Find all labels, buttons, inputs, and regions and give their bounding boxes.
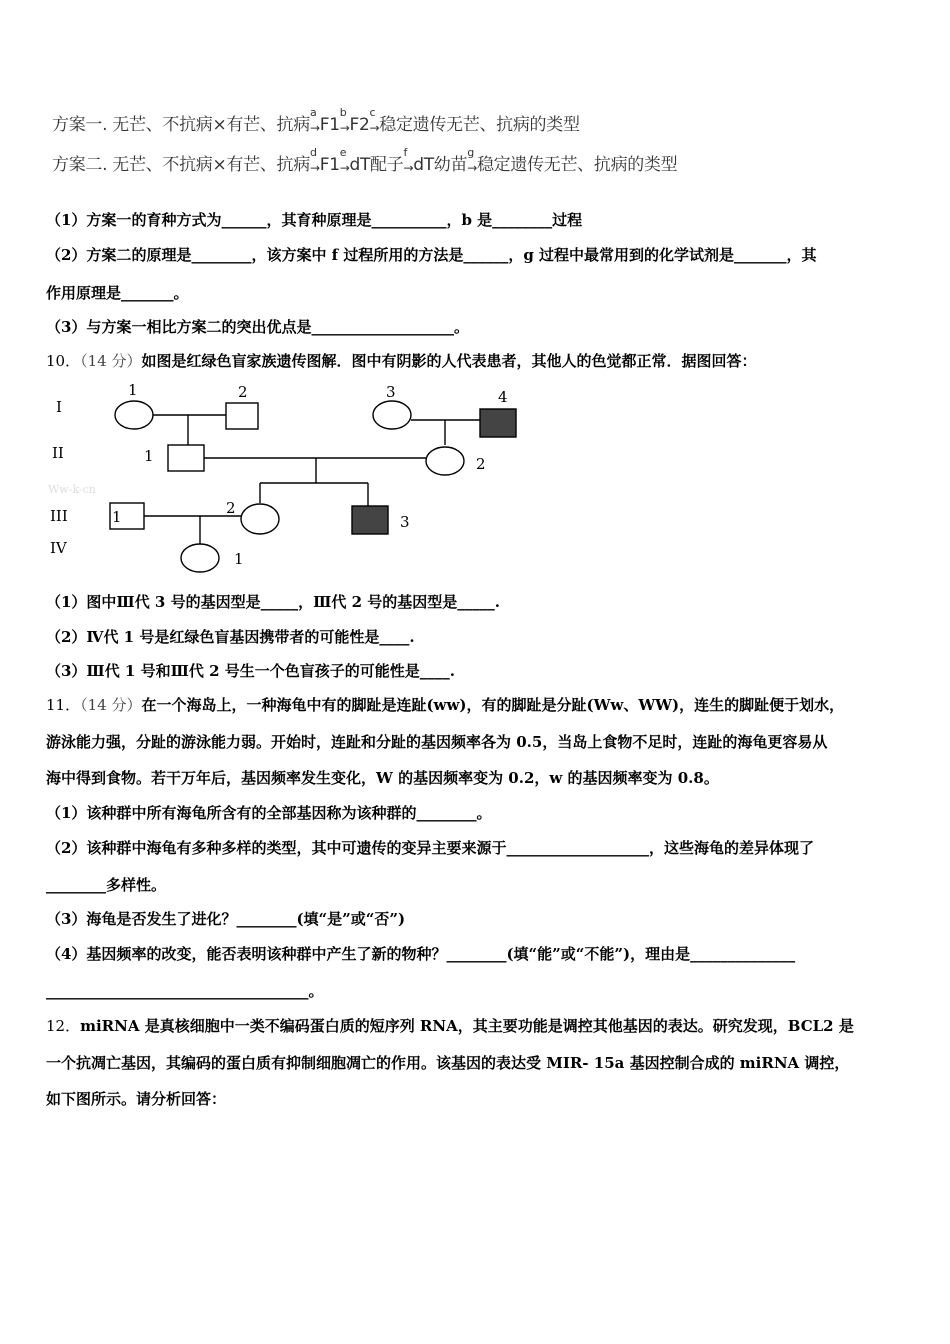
- arrow-icon: →: [467, 161, 477, 175]
- q11-stem-line2: 游泳能力强，分趾的游泳能力弱。开始时，连趾和分趾的基因频率各为 0.5，当岛上食物不足时，连趾的海龟更容易从: [46, 733, 828, 751]
- arrow-e: [339, 146, 350, 175]
- arrow-icon: →: [339, 161, 350, 175]
- q10-number: 10．: [46, 352, 81, 370]
- label-f: f: [403, 146, 408, 159]
- num-II2: 2: [476, 455, 486, 473]
- q11-sub4-cont: ___________________________________。: [46, 982, 324, 1000]
- pedigree-I1-female: [115, 401, 153, 429]
- q10-points: （14 分）: [80, 352, 142, 370]
- label-a: a: [309, 106, 317, 119]
- num-IV1: 1: [234, 550, 244, 568]
- num-III2: 2: [226, 499, 236, 517]
- arrow-g: [467, 146, 477, 175]
- q12-stem-line2: 一个抗凋亡基因，其编码的蛋白质有抑制细胞凋亡的作用。该基因的表达受 MIR- 15a 基因控制合成的 miRNA 调控，: [46, 1054, 850, 1072]
- q9-sub3: （3）与方案一相比方案二的突出优点是___________________。: [46, 318, 469, 336]
- num-I1: 1: [128, 381, 138, 399]
- num-I3: 3: [386, 383, 396, 401]
- pedigree-IV1-female: [181, 544, 219, 572]
- num-III3: 3: [400, 513, 410, 531]
- arrow-icon: →: [369, 121, 380, 135]
- q9-sub2-cont: 作用原理是_______。: [46, 284, 189, 302]
- q11-sub2: （2）该种群中海龟有多种多样的类型，其中可遗传的变异主要来源于___________________，这些海龟的差异体现了: [46, 839, 814, 857]
- q9-sub1: （1）方案一的育种方式为______，其育种原理是__________，b 是________过程: [46, 211, 583, 229]
- q12-number: 12．: [46, 1017, 81, 1035]
- q10-sub2: （2）Ⅳ代 1 号是红绿色盲基因携带者的可能性是____.: [46, 628, 415, 646]
- scheme-one-prefix: 方案一. 无芒、不抗病×有芒、抗病: [52, 115, 310, 135]
- arrow-d: [309, 146, 320, 175]
- pedigree-II2-female: [426, 447, 464, 475]
- scheme-two-line: [52, 146, 678, 175]
- label-b: b: [339, 106, 347, 119]
- q11-points: （14 分）: [80, 696, 142, 714]
- q11-stem-line3: 海中得到食物。若干万年后，基因频率发生变化，W 的基因频率变为 0.2，w 的基因频率变为 0.8。: [46, 769, 719, 787]
- pedigree-I3-female: [373, 401, 411, 429]
- pedigree-III2-female: [241, 504, 279, 534]
- scheme-one-line: [52, 106, 580, 135]
- arrow-icon: →: [309, 121, 320, 135]
- scheme-two-prefix: 方案二. 无芒、不抗病×有芒、抗病: [52, 155, 310, 175]
- q11-number: 11．: [46, 696, 81, 714]
- num-II1: 1: [144, 447, 154, 465]
- label-d: d: [309, 146, 317, 159]
- q11-stem-text1: 在一个海岛上，一种海龟中有的脚趾是连趾(ww)，有的脚趾是分趾(Ww、WW)，连生的脚趾便于划水，: [141, 696, 845, 714]
- q12-stem-text1: miRNA 是真核细胞中一类不编码蛋白质的短序列 RNA，其主要功能是调控其他基因的表达。研究发现，BCL2 是: [80, 1017, 854, 1035]
- q10-stem-text: 如图是红绿色盲家族遗传图解．图中有阴影的人代表患者，其他人的色觉都正常．据图回答：: [141, 352, 757, 370]
- arrow-icon: →: [309, 161, 320, 175]
- gen-label-II: II: [52, 444, 64, 462]
- pedigree-I2-male: [226, 403, 258, 429]
- label-g: g: [467, 146, 474, 159]
- label-c: c: [369, 106, 376, 119]
- pedigree-chart: [40, 375, 560, 575]
- q10-stem: [46, 351, 906, 371]
- q11-sub1: （1）该种群中所有海龟所含有的全部基因称为该种群的________。: [46, 804, 492, 822]
- f1-label: F1: [319, 155, 340, 175]
- f2-label: F2: [349, 115, 370, 135]
- pedigree-I4-male-affected: [480, 409, 516, 437]
- q12-stem-line3: 如下图所示。请分析回答：: [46, 1090, 227, 1108]
- arrow-icon: →: [403, 161, 414, 175]
- pedigree-watermark: Ww-k-cn: [48, 483, 96, 496]
- gen-label-III: III: [50, 507, 68, 525]
- q9-sub2: （2）方案二的原理是________，该方案中 f 过程所用的方法是______，g 过程中最常用到的化学试剂是_______，其: [46, 246, 817, 264]
- num-I4: 4: [498, 388, 508, 406]
- q11-sub3: （3）海龟是否发生了进化？________(填“是”或“否”): [46, 910, 406, 928]
- scheme-one-suffix: 稳定遗传无芒、抗病的类型: [379, 115, 580, 135]
- q10-sub1: （1）图中Ⅲ代 3 号的基因型是_____，Ⅲ代 2 号的基因型是_____.: [46, 593, 500, 611]
- q12-stem-line1: [46, 1016, 906, 1036]
- pedigree-III3-male-affected: [352, 506, 388, 534]
- label-e: e: [339, 146, 347, 159]
- pedigree-II1-male: [168, 445, 204, 471]
- arrow-b: [339, 106, 350, 135]
- arrow-icon: →: [339, 121, 350, 135]
- num-I2: 2: [238, 383, 248, 401]
- gen-label-I: I: [56, 398, 62, 416]
- gen-label-IV: IV: [50, 539, 67, 557]
- dt-seedling-label: dT幼苗: [413, 155, 468, 175]
- num-III1: 1: [112, 508, 122, 526]
- q10-sub3: （3）Ⅲ代 1 号和Ⅲ代 2 号生一个色盲孩子的可能性是____.: [46, 662, 455, 680]
- q11-sub2-cont: ________多样性。: [46, 876, 167, 894]
- f1-label: F1: [319, 115, 340, 135]
- arrow-a: [309, 106, 320, 135]
- arrow-c: [369, 106, 380, 135]
- q11-sub4: （4）基因频率的改变，能否表明该种群中产生了新的物种？________(填“能”或“不能”)，理由是______________: [46, 945, 796, 963]
- scheme-two-suffix: 稳定遗传无芒、抗病的类型: [476, 155, 678, 175]
- dt-gamete-label: dT配子: [349, 155, 404, 175]
- q11-stem-line1: [46, 695, 906, 715]
- arrow-f: [403, 146, 414, 175]
